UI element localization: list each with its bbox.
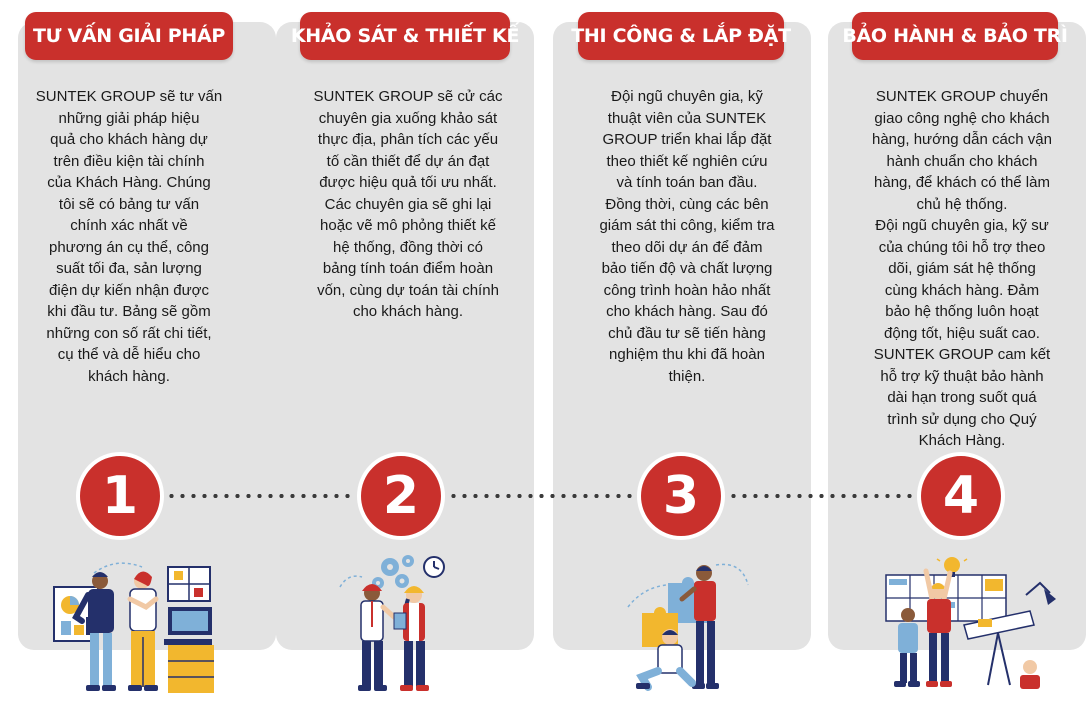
survey-engineers-icon [328, 555, 508, 695]
step-title-1: TƯ VẤN GIẢI PHÁP [25, 12, 233, 60]
consultation-team-icon [46, 555, 226, 695]
step-title-2: KHẢO SÁT & THIẾT KẾ [300, 12, 510, 60]
step-number-2: 2 [357, 452, 445, 540]
step-description-2: SUNTEK GROUP sẽ cử các chuyên gia xuống khảo sát thực địa, phân tích các yếu tố cần thiết để dự án đạt được hiệu quả tối ưu nhất. Các chuyên gia sẽ ghi lại hoặc vẽ mô phỏng thiết kế hệ thống, đồng thời có bảng tính toán điểm hoàn vốn, cùng dự toán tài chính cho khách hàng. [313, 88, 503, 320]
step-number-1: 1 [76, 452, 164, 540]
maintenance-team-icon [880, 555, 1060, 695]
dotted-connector-2 [448, 494, 640, 498]
step-number-3: 3 [637, 452, 725, 540]
dotted-connector-3 [728, 494, 918, 498]
step-description-1: SUNTEK GROUP sẽ tư vấn những giải pháp hiệu quả cho khách hàng dự trên điều kiện tài chính của Khách Hàng. Chúng tôi sẽ có bảng tư vấn chính xác nhất về phương án cụ thể, công suất tối đa, sản lượng điện dự kiến nhận được khi đầu tư. Bảng sẽ gồm những con số rất chi tiết, cụ thể và dễ hiểu cho khách hàng. [35, 88, 223, 385]
step-title-4: BẢO HÀNH & BẢO TRÌ [852, 12, 1058, 60]
installation-workers-icon [608, 555, 788, 695]
step-title-3: THI CÔNG & LẮP ĐẶT [578, 12, 784, 60]
step-description-4: SUNTEK GROUP chuyển giao công nghệ cho khách hàng, hướng dẫn cách vận hành chuẩn cho khách hàng, để khách có thể làm chủ hệ thống. Đội ngũ chuyên gia, kỹ sư của chúng tôi hỗ trợ theo dõi, giám sát hệ thống cùng khách hàng. Đảm bảo hệ thống luôn hoạt động tốt, hiệu suất cao. SUNTEK GROUP cam kết hỗ trợ kỹ thuật bảo hành dài hạn trong suốt quá trình sử dụng cho Quý Khách Hàng. [871, 88, 1052, 449]
step-number-4: 4 [917, 452, 1005, 540]
dotted-connector-1 [166, 494, 356, 498]
step-description-3: Đội ngũ chuyên gia, kỹ thuật viên của SUNTEK GROUP triển khai lắp đặt theo thiết kế nghiên cứu và tính toán ban đầu. Đồng thời, cùng các bên giám sát thi công, kiểm tra theo dõi dự án để đảm bảo tiến độ và chất lượng công trình hoàn hảo nhất cho khách hàng. Sau đó chủ đầu tư sẽ tiến hàng nghiệm thu khi đã hoàn thiện. [599, 88, 775, 385]
